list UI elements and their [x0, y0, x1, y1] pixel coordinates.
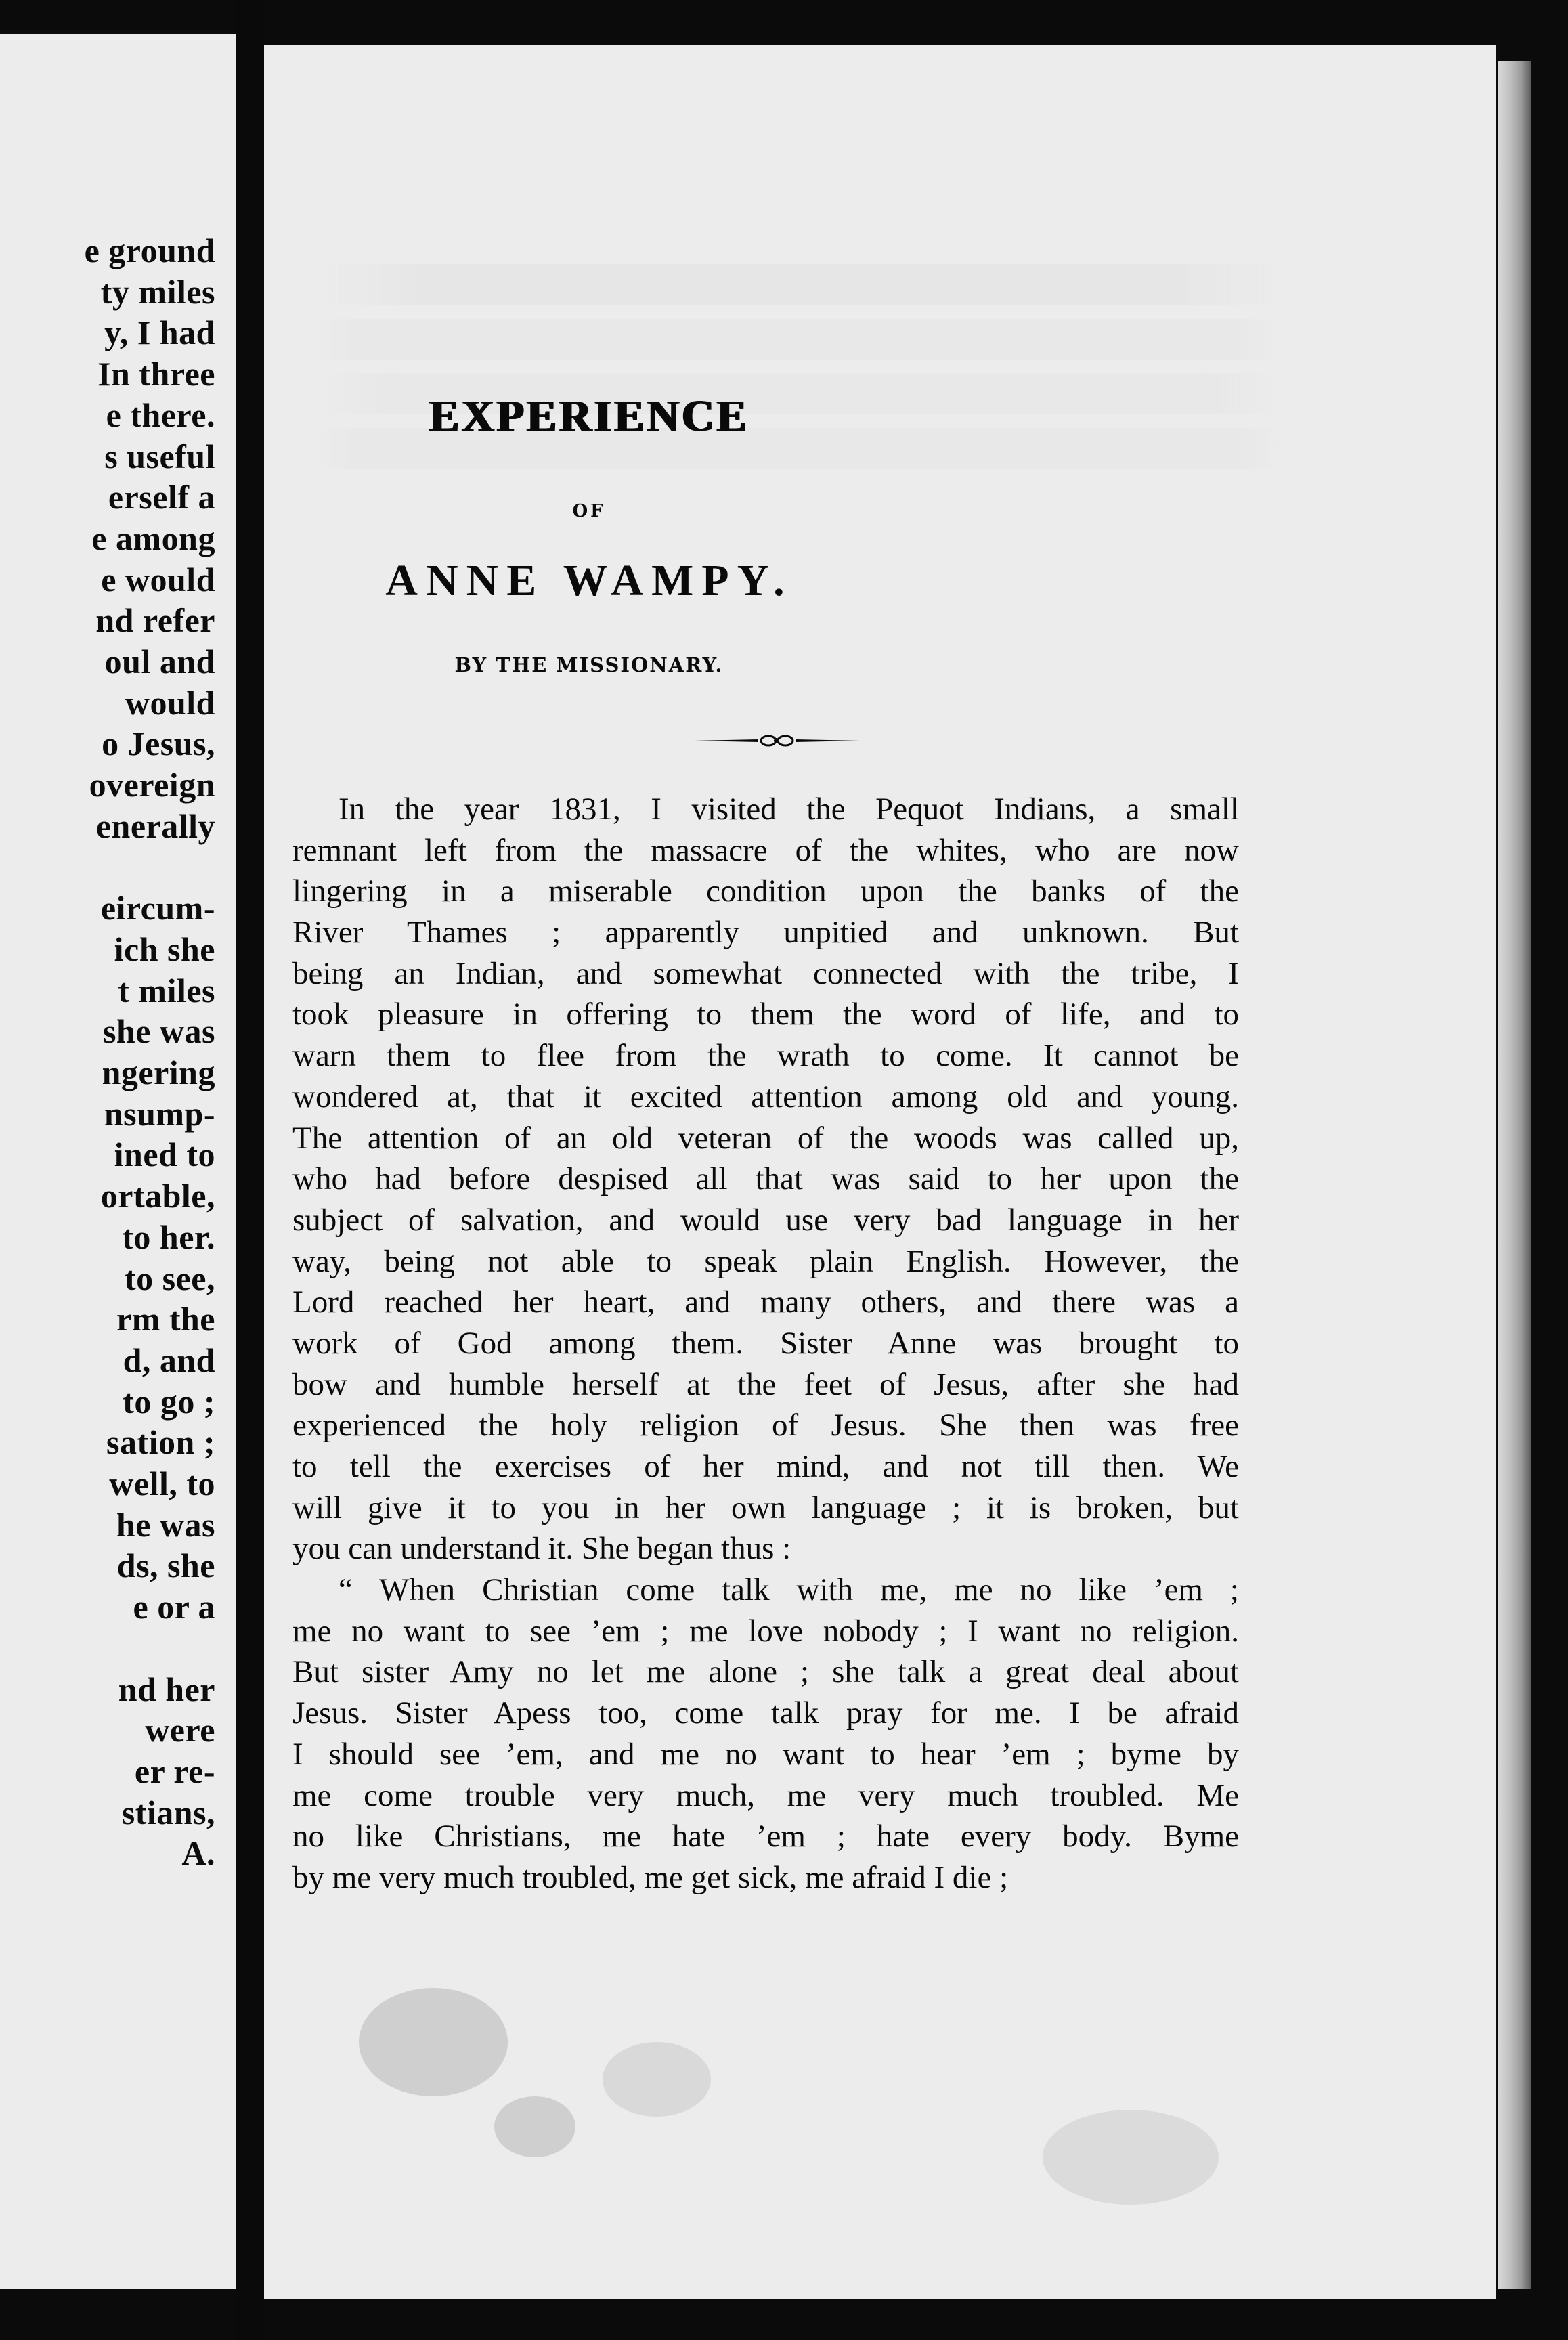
left-page-line: er re-	[134, 1752, 215, 1790]
left-page-line: to go ;	[123, 1382, 215, 1421]
left-page-line: she was	[102, 1012, 215, 1051]
body-line: way, being not able to speak plain English. However, the	[292, 1243, 1239, 1279]
left-page-line: A.	[181, 1834, 215, 1873]
heading-title: EXPERIENCE	[429, 391, 749, 441]
body-line: to tell the exercises of her mind, and not till then. We	[292, 1449, 1239, 1484]
left-page-line: would	[125, 683, 215, 722]
left-page-line: e among	[91, 519, 215, 557]
left-page-line: erself a	[108, 478, 215, 517]
left-page-line: nd refer	[95, 601, 215, 640]
heading-name: ANNE WAMPY.	[385, 556, 793, 605]
body-line: will give it to you in her own language ; it is broken, but	[292, 1490, 1239, 1525]
left-page-line: e would	[101, 560, 215, 599]
body-line: lingering in a miserable condition upon the banks of the	[292, 873, 1239, 909]
left-page-line: to her.	[122, 1217, 215, 1256]
left-page-line: e ground	[84, 232, 215, 269]
left-page-line: ngering	[102, 1054, 215, 1092]
left-page-line: nsump-	[104, 1094, 215, 1133]
left-page-line: overeign	[89, 766, 215, 804]
body-line: no like Christians, me hate ’em ; hate every body. Byme	[292, 1819, 1239, 1855]
left-page-line: were	[145, 1711, 215, 1750]
left-page	[0, 34, 236, 2289]
stain	[494, 2096, 575, 2157]
body-line: “ When Christian come talk with me, me no like ’em ;	[339, 1572, 1239, 1608]
body-line: you can understand it. She began thus :	[292, 1531, 791, 1567]
left-page-line: ich she	[114, 930, 215, 968]
heading-of: OF	[572, 501, 606, 521]
left-page-line: nd her	[118, 1670, 215, 1708]
body-line: work of God among them. Sister Anne was brought to	[292, 1325, 1239, 1361]
body-line: In the year 1831, I visited the Pequot Indians, a small	[339, 792, 1239, 827]
body-line: River Thames ; apparently unpitied and unknown. But	[292, 915, 1239, 951]
scan-border	[1531, 0, 1568, 2340]
left-page-line: oul and	[104, 643, 215, 681]
left-page-line: sation ;	[106, 1423, 215, 1462]
page-edge	[1498, 61, 1531, 2289]
left-page-line: e or a	[133, 1588, 215, 1626]
body-line: subject of salvation, and would use very bad language in her	[292, 1202, 1239, 1238]
body-line: bow and humble herself at the feet of Jesus, after she had	[292, 1366, 1239, 1402]
left-page-line: y, I had	[104, 313, 215, 352]
left-page-line: In three	[97, 355, 215, 393]
left-page-line: to see,	[125, 1259, 215, 1297]
body-line: experienced the holy religion of Jesus. She then was free	[292, 1408, 1239, 1444]
body-line: I should see ’em, and me no want to hear ’em ; byme by	[292, 1736, 1239, 1772]
left-page-line: stians,	[121, 1793, 215, 1832]
left-page-line: ortable,	[100, 1177, 215, 1215]
left-page-line: o Jesus,	[102, 724, 215, 763]
left-page-line: t miles	[118, 971, 215, 1010]
left-page-text	[0, 230, 215, 1874]
left-page-line: enerally	[95, 806, 215, 845]
left-page-line: well, to	[109, 1465, 215, 1503]
show-through	[318, 251, 1280, 792]
body-line: took pleasure in offering to them the word of life, and to	[292, 997, 1239, 1033]
body-line: me no want to see ’em ; me love nobody ; I want no religion.	[292, 1613, 1239, 1649]
left-page-line: rm the	[116, 1300, 215, 1339]
left-page-line: s useful	[104, 437, 215, 475]
left-page-line: eircum-	[100, 889, 215, 928]
left-page-line	[0, 847, 215, 888]
left-page-line	[0, 1628, 215, 1669]
left-page-line: he was	[116, 1505, 215, 1544]
body-line: Lord reached her heart, and many others, and there was a	[292, 1284, 1239, 1320]
body-line: Jesus. Sister Apess too, come talk pray for me. I be afraid	[292, 1695, 1239, 1731]
body-line: wondered at, that it excited attention among old and young.	[292, 1079, 1239, 1114]
byline: BY THE MISSIONARY.	[454, 653, 724, 676]
body-line: being an Indian, and somewhat connected with the tribe, I	[292, 955, 1239, 991]
body-line: The attention of an old veteran of the woods was called up,	[292, 1120, 1239, 1156]
left-page-line: ty miles	[100, 272, 215, 311]
body-line: by me very much troubled, me get sick, me afraid I die ;	[292, 1859, 1009, 1895]
body-line: who had before despised all that was said to her upon the	[292, 1161, 1239, 1197]
left-page-line: ds, she	[116, 1546, 215, 1585]
stain	[1043, 2110, 1219, 2205]
stain	[603, 2042, 711, 2117]
left-page-line: e there.	[106, 395, 215, 434]
body-line: warn them to flee from the wrath to come. It cannot be	[292, 1038, 1239, 1074]
body-text	[292, 789, 1239, 1899]
left-page-line: ined to	[114, 1135, 215, 1174]
left-page-line: d, and	[123, 1341, 215, 1379]
body-line: remnant left from the massacre of the whites, who are now	[292, 832, 1239, 868]
body-line: But sister Amy no let me alone ; she talk a great deal about	[292, 1654, 1239, 1690]
stain	[359, 1988, 508, 2096]
body-line: me come trouble very much, me very much troubled. Me	[292, 1777, 1239, 1813]
gutter	[236, 0, 264, 2340]
ornament-rule-icon	[694, 733, 860, 749]
